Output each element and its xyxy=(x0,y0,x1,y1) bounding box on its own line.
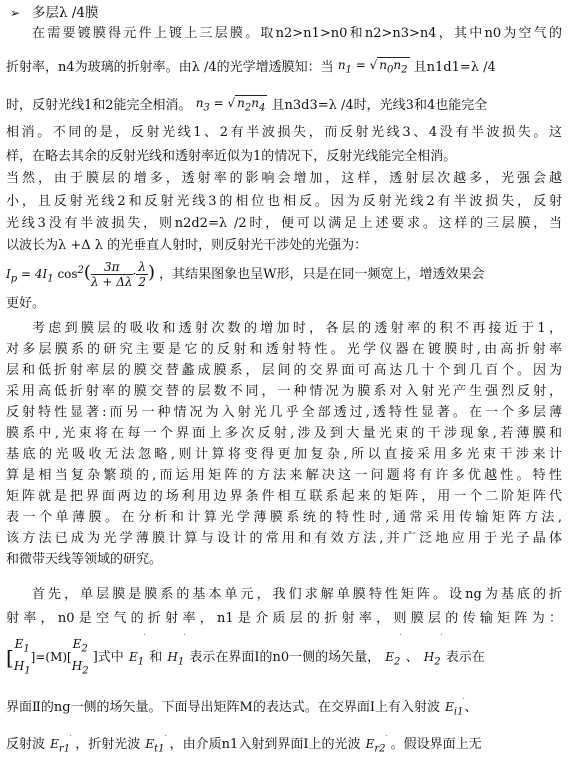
para1-line10: $I_p = 4I_1$ $\cos^2$( $\frac{3\pi}{\lambda + \Delta\lambda}$ · $\frac{\lambda}{2}$ ) ，其结果图象也呈W形，只是在同一频宽上，增透效果会 xyxy=(6,260,485,289)
para1-line6: 当然，由于膜层的增多，透射率的影响会增加，这样，透射层次越多，光强会越 xyxy=(6,171,562,186)
para1-line9: 以波长为λ +Δ λ 的光垂直人射时，则反射光干涉处的光强为： xyxy=(6,238,368,253)
para3-matrix-line: [ $E_1$ $H_1$ ]=(M)[ $E_2$ $H_2$ ]式中 $E_1$ 和 $H_1$ 表示在界面Ⅰ的n0一侧的场矢量， $E_2$ 、 $H_2$ 表示在 xyxy=(6,634,562,680)
para2-line7: 基底的光吸收无法忽略,则计算将变得更加复杂,所以直接采用多光束干涉来计 xyxy=(6,447,562,462)
para3-line1: 首先，单层膜是膜系的基本单元，我们求解单膜特性矩阵。设ng为基底的折 xyxy=(32,587,562,602)
para1-line1: 在需要镀膜得元件上镀上三层膜。取n2>n1>n0和n2>n3>n4，其中n0为空气的 xyxy=(32,26,562,41)
formula-n1: $n_1$ = √ $n_0n_2$ xyxy=(337,58,408,76)
formula-n3: $n_3$ = √ $n_2n_4$ xyxy=(195,96,266,114)
para3-line2: 射率，n0是空气的折射率，n1是介质层的折射率，则膜层的传输矩阵为： xyxy=(6,611,562,626)
para2-line6: 膜系中,光束将在每一个界面上多次反射,涉及到大量光束的干涉现象,若薄膜和 xyxy=(6,426,562,441)
para2-line11: 该方法已成为光学薄膜计算与设计的常用和有效方法,并广泛地应用于光子晶体 xyxy=(6,531,562,546)
para2-line4: 采用高低折射率的膜交替的层数不同，一种情况为膜系对入射光产生强烈反射， xyxy=(6,384,562,399)
heading-title: 多层λ /4膜 xyxy=(32,5,99,21)
para2-line9: 矩阵就是把界面两边的场利用边界条件相互联系起来的矩阵，用一个二阶矩阵代 xyxy=(6,489,562,504)
matrix-equation: [ $E_1$ $H_1$ ]=(M)[ $E_2$ $H_2$ xyxy=(6,637,89,676)
para1-line2: 折射率，n4为玻璃的折射率。由λ /4的光学增透膜知：当 $n_1$ = √ $n_0n_2$ 且n1d1=λ /4 xyxy=(6,56,562,79)
para2-line3: 层和低折射率层的膜交替蠡成膜系，层间的交界面可高达几十个到几百个。因为 xyxy=(6,363,562,378)
para2-line1: 考虑到膜层的吸收和透射次数的增加时，各层的透射率的积不再接近于1， xyxy=(32,321,562,336)
para1-line8: 光线3没有半波损失，则n2d2=λ /2时，便可以满足上述要求。这样的三层膜，当 xyxy=(6,216,562,231)
vector-Et1: $E_{t1}$ xyxy=(144,735,165,758)
para1-line3: 时，反射光线1和2能完全相消。 $n_3$ = √ $n_2n_4$ 且n3d3=λ /4时，光线3和4也能完全 xyxy=(6,94,562,117)
para1-line4: 相消。不同的是，反射光线1、2有半波损失，而反射光线3、4没有半波损失。这 xyxy=(6,125,562,140)
para1-line5: 样，在略去其余的反射光线和透射率近似为1的情况下，反射光线能完全相消。 xyxy=(6,149,457,164)
para2-line5: 反射特性显著:而另一种情况为入射光几乎全部透过,透特性显著。在一个多层薄 xyxy=(6,405,562,420)
para3-line4: 界面Ⅱ的ng一侧的场矢量。下面导出矩阵M的表达式。在交界面Ⅰ上有入射波 $E_{i1}$、 xyxy=(6,698,562,721)
section-heading xyxy=(10,4,566,22)
vector-Er1: $E_{r1}$ xyxy=(49,735,71,758)
vector-H1: $H_1$ xyxy=(166,634,185,680)
vector-E2: $E_2$ xyxy=(384,634,401,680)
para2-line2: 对多层膜系的研究主要是它的反射和透射特性。光学仪器在镀膜时,由高折射率 xyxy=(6,342,562,357)
para3-line5: 反射波 $E_{r1}$ ，折射光波 $E_{t1}$ ，由介质n1入射到界面Ⅰ上的光波 $E_{r2}$ 。假设界面上无 xyxy=(6,735,562,758)
vector-H2: $H_2$ xyxy=(423,634,442,680)
formula-intensity: $I_p = 4I_1$ $\cos^2$( $\frac{3\pi}{\lambda + \Delta\lambda}$ · $\frac{\lambda}{2}$ ) xyxy=(6,260,155,289)
vector-E1: $E_1$ xyxy=(128,634,145,680)
vector-Er2: $E_{r2}$ xyxy=(365,735,387,758)
para1-line7: 小，且反射光线2和反射光线3的相位也相反。因为反射光线2有半波损失，反射 xyxy=(6,194,562,209)
arrow-bullet-icon: ➢ xyxy=(10,6,21,20)
para1-line11: 更好。 xyxy=(6,296,46,311)
para2-line12: 和微带天线等领域的研究。 xyxy=(6,552,163,567)
para2-line10: 表一个单薄膜。在分析和计算光学薄膜系统的特性时,通常采用传输矩阵方法, xyxy=(6,510,562,525)
vector-Ei1: $E_{i1}$ xyxy=(444,698,464,721)
para2-line8: 算是相当复杂繁琐的,而运用矩阵的方法来解决这一问题将有许多优越性。特性 xyxy=(6,468,562,483)
